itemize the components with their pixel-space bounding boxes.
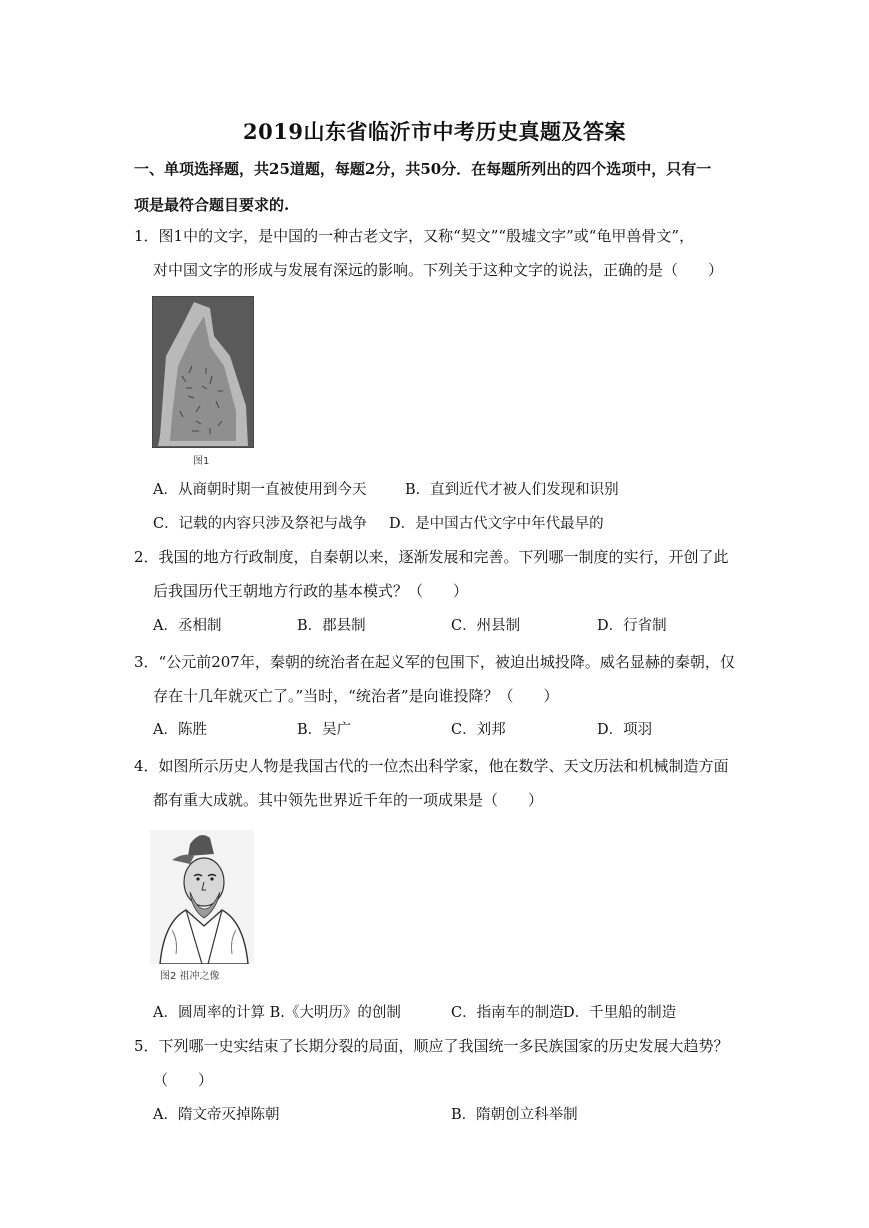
question-5-option-a: A．隋文帝灭掉陈朝: [153, 1107, 280, 1123]
question-3-option-d: D．项羽: [597, 722, 653, 738]
oracle-bone-image: [152, 296, 254, 448]
question-1-option-d: D．是中国古代文字中年代最早的: [389, 516, 604, 532]
question-3-line1: 3．“公元前207年，秦朝的统治者在起义军的包围下，被迫出城投降。威名显赫的秦朝，仅: [134, 653, 735, 671]
question-3-line2: 存在十几年就灭亡了。”当时，“统治者”是向谁投降？（ ）: [153, 687, 559, 705]
question-1-option-a: A．从商朝时期一直被使用到今天: [153, 482, 367, 498]
question-1-option-c: C．记载的内容只涉及祭祀与战争: [153, 516, 368, 532]
question-4-line2: 都有重大成就。其中领先世界近千年的一项成果是（ ）: [153, 791, 544, 809]
question-5-option-b: B．隋朝创立科举制: [451, 1107, 578, 1123]
figure-2-caption: 图2 祖冲之像: [160, 971, 220, 982]
question-1-option-b: B．直到近代才被人们发现和识别: [405, 482, 619, 498]
question-4-option-a-b: A．圆周率的计算 B.《大明历》的创制: [153, 1005, 401, 1021]
question-4-option-c: C．指南车的制造: [451, 1005, 564, 1021]
question-1-line2: 对中国文字的形成与发展有深远的影响。下列关于这种文字的说法，正确的是（ ）: [153, 261, 724, 279]
question-5-line2: （ ）: [153, 1071, 214, 1089]
figure-1-caption: 图1: [193, 456, 210, 467]
question-3-option-b: B．吴广: [297, 722, 352, 738]
question-3-option-a: A．陈胜: [153, 722, 207, 738]
question-2-option-d: D．行省制: [597, 618, 667, 634]
question-4-option-d: D．千里船的制造: [563, 1005, 677, 1021]
question-1-line1: 1．图1中的文字，是中国的一种古老文字，又称“契文”“殷墟文字”或“龟甲兽骨文”，: [134, 227, 695, 245]
section-heading-line1: 一、单项选择题，共25道题，每题2分，共50分．在每题所列出的四个选项中，只有一: [134, 160, 712, 178]
question-2-option-a: A．丞相制: [153, 618, 222, 634]
question-2-option-b: B．郡县制: [297, 618, 366, 634]
question-5-line1: 5．下列哪一史实结束了长期分裂的局面，顺应了我国统一多民族国家的历史发展大趋势？: [134, 1037, 729, 1055]
question-2-option-c: C．州县制: [451, 618, 521, 634]
question-2-line2: 后我国历代王朝地方行政的基本模式？（ ）: [153, 582, 469, 600]
zu-chongzhi-portrait: [150, 830, 254, 964]
question-4-line1: 4．如图所示历史人物是我国古代的一位杰出科学家，他在数学、天文历法和机械制造方面: [134, 757, 729, 775]
question-2-line1: 2．我国的地方行政制度，自秦朝以来，逐渐发展和完善。下列哪一制度的实行，开创了此: [134, 548, 729, 566]
page-title: 2019山东省临沂市中考历史真题及答案: [243, 119, 626, 144]
section-heading-line2: 项是最符合题目要求的.: [134, 196, 290, 214]
question-3-option-c: C．刘邦: [451, 722, 506, 738]
